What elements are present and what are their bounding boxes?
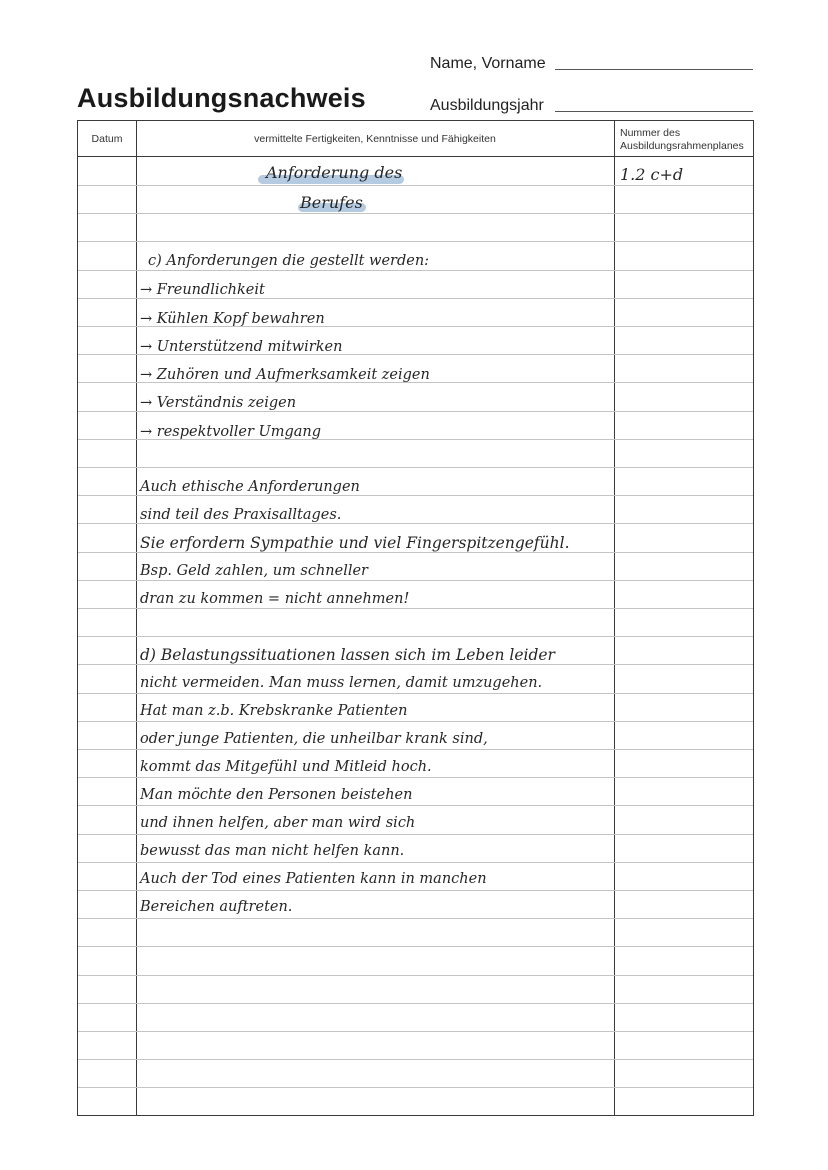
entry-line: Hat man z.b. Krebskranke Patienten <box>140 703 408 719</box>
entry-line: oder junge Patienten, die unheilbar krank sind, <box>140 731 488 747</box>
entry-heading-line1: Anforderung des <box>266 163 403 182</box>
entry-line: nicht vermeiden. Man muss lernen, damit umzugehen. <box>140 675 543 691</box>
ruled-line <box>78 1003 753 1004</box>
ruled-line <box>78 862 753 863</box>
entry-line: dran zu kommen = nicht annehmen! <box>140 591 410 607</box>
entry-line: → Freundlichkeit <box>140 282 265 298</box>
ruled-line <box>78 777 753 778</box>
entry-line: Auch der Tod eines Patienten kann in manchen <box>140 871 487 887</box>
entry-line: c) Anforderungen die gestellt werden: <box>148 253 430 269</box>
entry-line: und ihnen helfen, aber man wird sich <box>140 815 416 831</box>
entry-line: kommt das Mitgefühl und Mitleid hoch. <box>140 759 432 775</box>
entry-line: → Unterstützend mitwirken <box>140 339 343 355</box>
ruled-line <box>78 834 753 835</box>
entry-line: d) Belastungssituationen lassen sich im Leben leider <box>140 646 555 664</box>
entry-line: Bsp. Geld zahlen, um schneller <box>140 563 368 579</box>
ruled-line <box>78 918 753 919</box>
entry-line: → Verständnis zeigen <box>140 395 297 411</box>
entry-line: → Zuhören und Aufmerksamkeit zeigen <box>140 367 430 383</box>
column-header-number-line2: Ausbildungsrahmenplanes <box>620 140 744 152</box>
ruled-line <box>78 721 753 722</box>
document-title: Ausbildungsnachweis <box>77 83 366 113</box>
year-label: Ausbildungsjahr <box>430 97 544 114</box>
ruled-line <box>78 1031 753 1032</box>
name-field-line <box>555 69 753 70</box>
ruled-line <box>78 664 753 665</box>
entry-line: Sie erfordern Sympathie und viel Fingerspitzengefühl. <box>140 534 570 552</box>
entry-heading-line2: Berufes <box>300 193 363 212</box>
ruled-line <box>78 749 753 750</box>
ruled-line <box>78 693 753 694</box>
year-field-line <box>555 111 753 112</box>
column-header-content: vermittelte Fertigkeiten, Kenntnisse und Fähigkeiten <box>254 133 496 145</box>
entry-line: Bereichen auftreten. <box>140 899 293 915</box>
ruled-line <box>78 1087 753 1088</box>
ruled-line <box>78 890 753 891</box>
ruled-line <box>78 636 753 637</box>
entry-line: Auch ethische Anforderungen <box>140 479 360 495</box>
ruled-line <box>78 467 753 468</box>
ruled-line <box>78 608 753 609</box>
ruled-line <box>78 975 753 976</box>
entry-line: → Kühlen Kopf bewahren <box>140 311 325 327</box>
ruled-line <box>78 1059 753 1060</box>
ruled-line <box>78 213 753 214</box>
header-divider <box>78 156 753 157</box>
ruled-line <box>78 946 753 947</box>
name-label: Name, Vorname <box>430 55 546 72</box>
column-header-date: Datum <box>91 133 123 145</box>
entry-line: → respektvoller Umgang <box>140 424 322 440</box>
curriculum-reference: 1.2 c+d <box>620 165 684 184</box>
entry-line: bewusst das man nicht helfen kann. <box>140 843 405 859</box>
ruled-line <box>78 241 753 242</box>
ruled-line <box>78 185 753 186</box>
entry-line: Man möchte den Personen beistehen <box>140 787 413 803</box>
ruled-line <box>78 805 753 806</box>
entry-line: sind teil des Praxisalltages. <box>140 507 342 523</box>
column-header-number-line1: Nummer des <box>620 127 681 139</box>
